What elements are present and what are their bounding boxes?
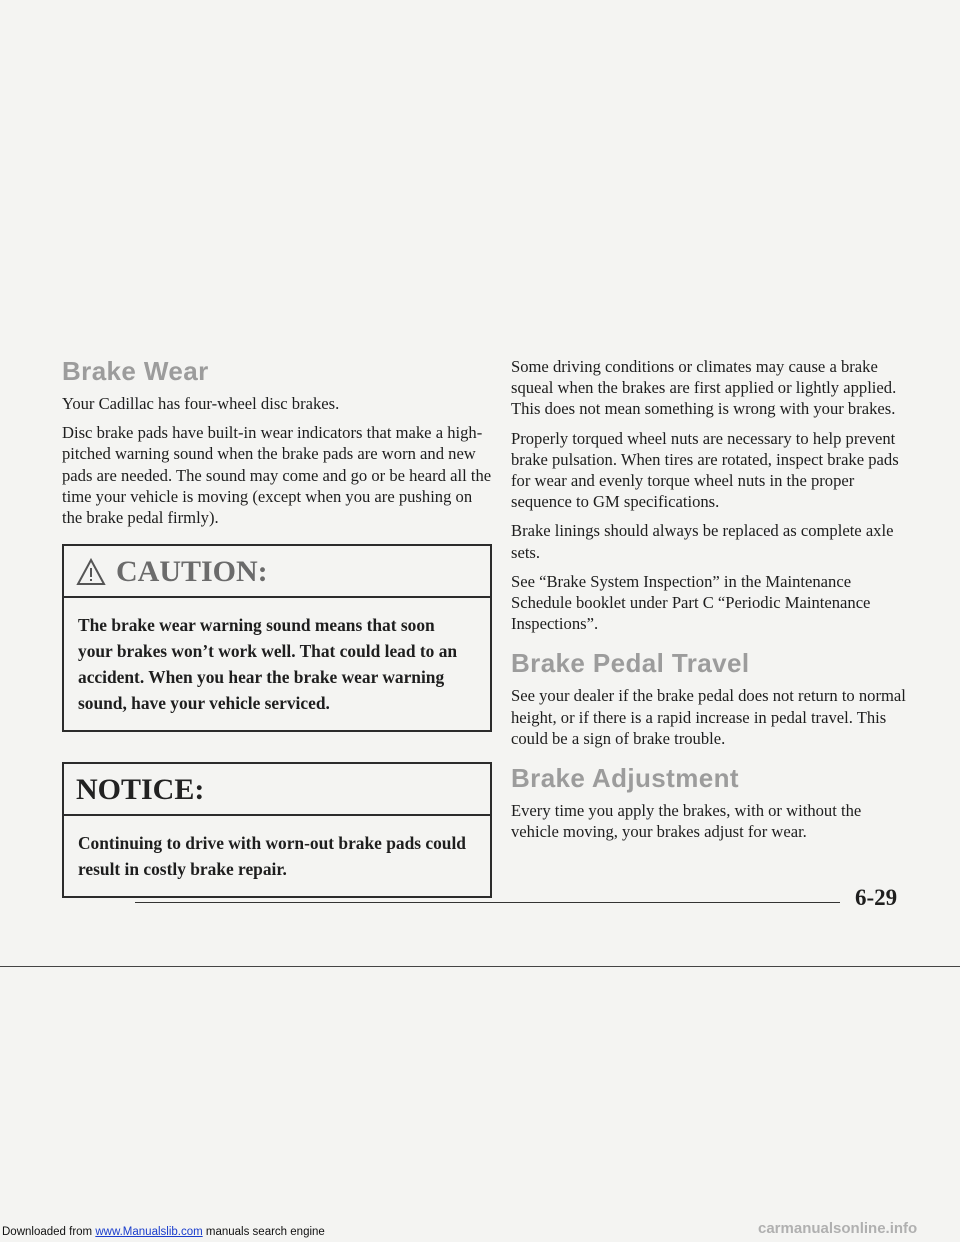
caution-title: CAUTION: — [116, 555, 268, 589]
brake-wear-heading: Brake Wear — [62, 356, 209, 386]
caution-text: The brake wear warning sound means that soon your brakes won’t work well. That could lead to an accident. When you hear the brake wear warning sound, have your vehicle serviced. — [78, 615, 458, 714]
watermark: carmanualsonline.info — [758, 1220, 918, 1237]
notice-text: Continuing to drive with worn-out brake pads could result in costly brake repair. — [78, 833, 466, 880]
caution-header — [64, 546, 490, 598]
wheel-nuts-para: Properly torqued wheel nuts are necessary to help prevent brake pulsation. When tires are rotated, inspect brake pads for wear and evenly torque wheel nuts in the proper sequence to GM specifications. — [511, 428, 899, 512]
pedal-travel-heading: Brake Pedal Travel — [511, 648, 750, 679]
left-column — [62, 356, 492, 898]
manualslib-link[interactable]: www.Manualslib.com — [95, 1226, 203, 1238]
download-banner — [2, 1226, 325, 1238]
inspection-para: See “Brake System Inspection” in the Maintenance Schedule booklet under Part C “Periodic Maintenance Inspections”. — [511, 571, 871, 634]
caution-box — [62, 544, 492, 732]
banner-prefix: Downloaded from — [2, 1226, 96, 1238]
warning-triangle-icon — [76, 558, 106, 586]
brake-wear-para-2: Disc brake pads have built-in wear indicators that make a high-pitched warning sound when the brake pads are worn and new pads are needed. The sound may come and go or be heard all the time your vehicle is moving (except when you are pushing on the brake pedal firmly). — [62, 423, 492, 528]
adjustment-text: Every time you apply the brakes, with or without the vehicle moving, your brakes adjust for wear. — [511, 801, 862, 842]
banner-suffix: manuals search engine — [202, 1226, 325, 1238]
pedal-travel-text: See your dealer if the brake pedal does not return to normal height, or if there is a rapid increase in pedal travel. This could be a sign of brake trouble. — [511, 686, 906, 748]
linings-para: Brake linings should always be replaced as complete axle sets. — [511, 521, 894, 562]
notice-box — [62, 762, 492, 898]
right-column — [511, 356, 906, 850]
bottom-rule — [0, 966, 960, 967]
footer-rule — [135, 902, 840, 903]
notice-header — [64, 764, 490, 816]
squeal-para: Some driving conditions or climates may cause a brake squeal when the brakes are first applied or lightly applied. This does not mean something is wrong with your brakes. — [511, 357, 897, 419]
notice-title: NOTICE: — [76, 773, 205, 807]
brake-wear-para-1: Your Cadillac has four-wheel disc brakes. — [62, 394, 340, 413]
page-number: 6-29 — [855, 885, 898, 910]
adjustment-heading: Brake Adjustment — [511, 763, 739, 794]
